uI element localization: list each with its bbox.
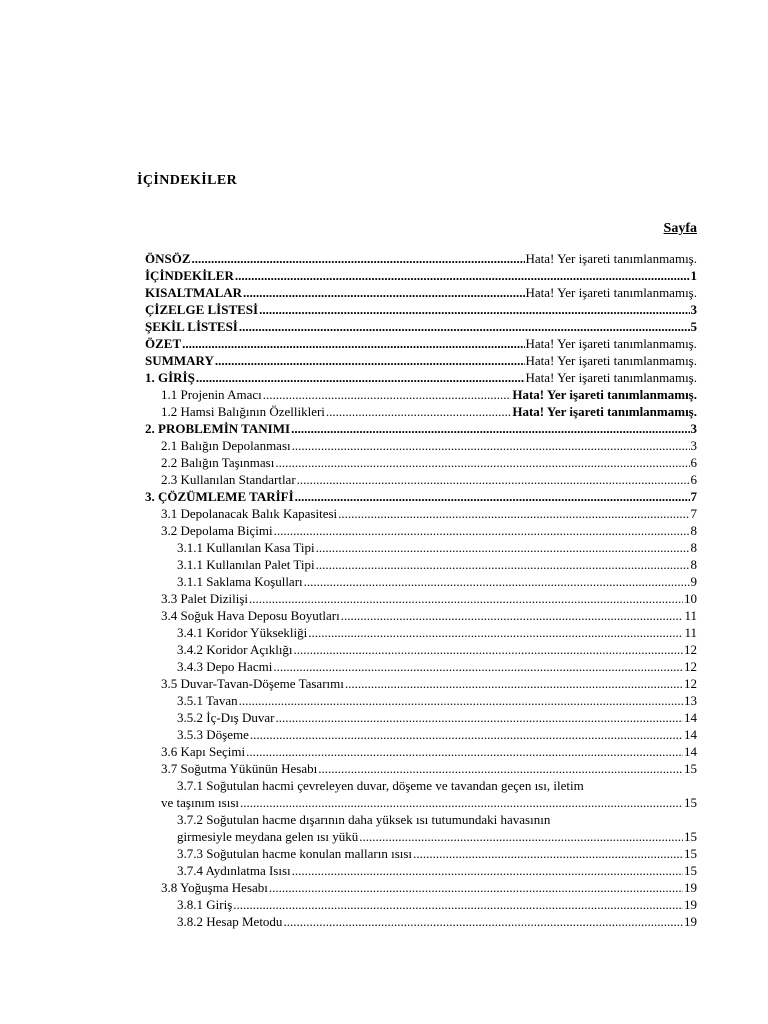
toc-entry-3-7-2[interactable] <box>145 811 697 828</box>
leader-dots <box>273 658 683 675</box>
leader-dots <box>316 539 690 556</box>
leader-dots <box>341 607 684 624</box>
toc-entry-label: 3.7 Soğutma Yükünün Hesabı <box>161 761 318 776</box>
table-of-contents <box>145 250 697 930</box>
toc-entry[interactable] <box>145 896 697 913</box>
leader-dots <box>304 573 690 590</box>
toc-entry-label: 2.3 Kullanılan Standartlar <box>161 472 296 487</box>
toc-entry-label-line2: ve taşınım ısısı <box>161 795 239 810</box>
leader-dots <box>263 386 512 403</box>
leader-dots <box>308 624 683 641</box>
toc-entry[interactable] <box>145 590 697 607</box>
toc-after-entries <box>145 845 697 930</box>
toc-entry-page: 15 <box>684 846 697 861</box>
toc-entry-page: 12 <box>684 676 697 691</box>
toc-entry-label: 3. ÇÖZÜMLEME TARİFİ <box>145 489 294 504</box>
toc-entry[interactable] <box>145 403 697 420</box>
toc-entry-page: 15 <box>684 795 697 810</box>
toc-entry-page: 12 <box>684 659 697 674</box>
leader-dots <box>295 488 690 505</box>
toc-entry[interactable] <box>145 556 697 573</box>
toc-entry[interactable] <box>145 539 697 556</box>
toc-entry-page: Hata! Yer işareti tanımlanmamış. <box>525 353 697 368</box>
toc-entry[interactable] <box>145 437 697 454</box>
leader-dots <box>291 420 689 437</box>
toc-entry-page: 8 <box>690 523 697 538</box>
toc-entry-page: 19 <box>684 897 697 912</box>
leader-dots <box>283 913 683 930</box>
toc-entry[interactable] <box>145 420 697 437</box>
toc-entry-label: 2. PROBLEMİN TANIMI <box>145 421 291 436</box>
toc-entry[interactable] <box>145 760 697 777</box>
leader-dots <box>259 301 689 318</box>
leader-dots <box>297 471 690 488</box>
toc-entry-page: 15 <box>684 863 697 878</box>
leader-dots <box>359 828 683 845</box>
leader-dots <box>275 454 689 471</box>
leader-dots <box>275 709 683 726</box>
toc-entry-label: ŞEKİL LİSTESİ <box>145 319 238 334</box>
toc-entry[interactable] <box>145 573 697 590</box>
toc-entry[interactable] <box>145 862 697 879</box>
toc-entry-label: İÇİNDEKİLER <box>145 268 234 283</box>
leader-dots <box>233 896 683 913</box>
toc-entry-page: 3 <box>690 438 697 453</box>
toc-entry-page: 15 <box>684 829 697 844</box>
toc-entry[interactable] <box>145 522 697 539</box>
toc-entry-label: 3.2 Depolama Biçimi <box>161 523 273 538</box>
toc-entry-page: Hata! Yer işareti tanımlanmamış. <box>525 251 697 266</box>
toc-entry-page: 7 <box>690 506 697 521</box>
toc-entry-label: 3.4.2 Koridor Açıklığı <box>177 642 293 657</box>
toc-entry-label-line2: girmesiyle meydana gelen ısı yükü <box>177 829 359 844</box>
toc-entry-page: Hata! Yer işareti tanımlanmamış. <box>525 336 697 351</box>
toc-entry-page: 13 <box>684 693 697 708</box>
toc-entry-page: Hata! Yer işareti tanımlanmamış. <box>512 387 697 402</box>
toc-entry-page: 11 <box>684 625 697 640</box>
leader-dots <box>196 369 525 386</box>
toc-entry-label: 3.3 Palet Dizilişi <box>161 591 249 606</box>
leader-dots <box>326 403 511 420</box>
toc-entry[interactable] <box>145 709 697 726</box>
toc-entry-page: 15 <box>684 761 697 776</box>
toc-entry-page: 10 <box>684 591 697 606</box>
toc-entry[interactable] <box>145 505 697 522</box>
toc-entry-label: 3.8.2 Hesap Metodu <box>177 914 283 929</box>
leader-dots <box>413 845 683 862</box>
toc-entry[interactable] <box>145 284 697 301</box>
leader-dots <box>318 760 683 777</box>
toc-entry-label: 3.5.3 Döşeme <box>177 727 249 742</box>
toc-entry-label: 3.6 Kapı Seçimi <box>161 744 246 759</box>
toc-entry-label: 3.7.4 Aydınlatma Isısı <box>177 863 291 878</box>
toc-entry-page: 12 <box>684 642 697 657</box>
toc-entry-3-7-1[interactable] <box>145 777 697 794</box>
toc-entry-page: 3 <box>690 421 697 436</box>
toc-entry-label: ÇİZELGE LİSTESİ <box>145 302 259 317</box>
toc-entry-3-7-1-cont[interactable] <box>145 794 697 811</box>
toc-entry-label: 3.7.3 Soğutulan hacme konulan malların ısısı <box>177 846 413 861</box>
leader-dots <box>250 726 683 743</box>
leader-dots <box>338 505 689 522</box>
toc-entry-page: 8 <box>690 557 697 572</box>
leader-dots <box>192 250 525 267</box>
toc-entry-label: 3.5.1 Tavan <box>177 693 238 708</box>
page-title: İÇİNDEKİLER <box>137 173 238 188</box>
toc-entry[interactable] <box>145 913 697 930</box>
toc-entry-label: 3.4.3 Depo Hacmi <box>177 659 273 674</box>
leader-dots <box>249 590 683 607</box>
toc-entry-page: 3 <box>690 302 697 317</box>
toc-entry-page: Hata! Yer işareti tanımlanmamış. <box>512 404 697 419</box>
toc-entry-label: 3.1.1 Saklama Koşulları <box>177 574 303 589</box>
toc-entry-label: 1. GİRİŞ <box>145 370 195 385</box>
toc-entry-label: ÖZET <box>145 336 182 351</box>
toc-entry-label: 1.2 Hamsi Balığının Özellikleri <box>161 404 325 419</box>
toc-entry[interactable] <box>145 879 697 896</box>
leader-dots <box>243 284 524 301</box>
toc-entry[interactable] <box>145 386 697 403</box>
leader-dots <box>274 522 690 539</box>
toc-entry-page: 14 <box>684 710 697 725</box>
toc-entry[interactable] <box>145 301 697 318</box>
toc-entry-3-7-2-cont[interactable] <box>145 828 697 845</box>
leader-dots <box>215 352 525 369</box>
leader-dots <box>182 335 524 352</box>
toc-entry-label: SUMMARY <box>145 353 214 368</box>
toc-entry[interactable] <box>145 318 697 335</box>
toc-entry-page: Hata! Yer işareti tanımlanmamış. <box>525 370 697 385</box>
leader-dots <box>239 692 683 709</box>
toc-entry-label: 3.4 Soğuk Hava Deposu Boyutları <box>161 608 340 623</box>
toc-entry[interactable] <box>145 369 697 386</box>
toc-entry[interactable] <box>145 658 697 675</box>
leader-dots <box>292 437 690 454</box>
leader-dots <box>292 862 683 879</box>
toc-entry[interactable] <box>145 743 697 760</box>
leader-dots <box>240 794 683 811</box>
toc-entry[interactable] <box>145 607 697 624</box>
toc-entry-page: 19 <box>684 880 697 895</box>
toc-entry[interactable] <box>145 641 697 658</box>
toc-entry-page: 1 <box>690 268 697 283</box>
leader-dots <box>269 879 683 896</box>
toc-entry-label: 3.1.1 Kullanılan Kasa Tipi <box>177 540 315 555</box>
toc-entry-label: KISALTMALAR <box>145 285 243 300</box>
toc-entry-label-line1: 3.7.1 Soğutulan hacmi çevreleyen duvar, döşeme ve tavandan geçen ısı, iletim <box>177 778 584 793</box>
toc-entry-page: 14 <box>684 744 697 759</box>
toc-entry-page: 6 <box>690 455 697 470</box>
toc-entry-label: 3.4.1 Koridor Yüksekliği <box>177 625 308 640</box>
toc-entry-page: 6 <box>690 472 697 487</box>
leader-dots <box>316 556 690 573</box>
toc-entry-page: 11 <box>684 608 697 623</box>
leader-dots <box>246 743 683 760</box>
toc-entry-page: Hata! Yer işareti tanımlanmamış. <box>525 285 697 300</box>
toc-entry-label: 3.5.2 İç-Dış Duvar <box>177 710 275 725</box>
leader-dots <box>239 318 690 335</box>
toc-entry[interactable] <box>145 250 697 267</box>
toc-entry[interactable] <box>145 845 697 862</box>
toc-entry-page: 5 <box>690 319 697 334</box>
toc-entry-label: 3.5 Duvar-Tavan-Döşeme Tasarımı <box>161 676 344 691</box>
leader-dots <box>345 675 683 692</box>
toc-entry-label: 3.1.1 Kullanılan Palet Tipi <box>177 557 315 572</box>
toc-entry[interactable] <box>145 624 697 641</box>
toc-entry-label: 1.1 Projenin Amacı <box>161 387 262 402</box>
toc-entry[interactable] <box>145 335 697 352</box>
page-column-header: Sayfa <box>663 221 697 236</box>
toc-entry-page: 8 <box>690 540 697 555</box>
toc-entry-label: 2.1 Balığın Depolanması <box>161 438 291 453</box>
toc-entry-page: 19 <box>684 914 697 929</box>
toc-entry-label-line1: 3.7.2 Soğutulan hacme dışarının daha yüksek ısı tutumundaki havasının <box>177 812 551 827</box>
toc-entry[interactable] <box>145 692 697 709</box>
toc-entry-label: 2.2 Balığın Taşınması <box>161 455 275 470</box>
toc-entry[interactable] <box>145 675 697 692</box>
toc-entry[interactable] <box>145 267 697 284</box>
toc-entry[interactable] <box>145 471 697 488</box>
toc-entry[interactable] <box>145 454 697 471</box>
toc-entry-page: 7 <box>690 489 697 504</box>
toc-entry-page: 14 <box>684 727 697 742</box>
toc-entry-page: 9 <box>690 574 697 589</box>
toc-entry-label: 3.8 Yoğuşma Hesabı <box>161 880 268 895</box>
toc-entry-label: 3.8.1 Giriş <box>177 897 233 912</box>
toc-entry[interactable] <box>145 488 697 505</box>
toc-main-entries <box>145 250 697 777</box>
toc-entry[interactable] <box>145 726 697 743</box>
leader-dots <box>235 267 690 284</box>
toc-entry[interactable] <box>145 352 697 369</box>
toc-entry-label: ÖNSÖZ <box>145 251 191 266</box>
leader-dots <box>294 641 683 658</box>
toc-entry-label: 3.1 Depolanacak Balık Kapasitesi <box>161 506 338 521</box>
